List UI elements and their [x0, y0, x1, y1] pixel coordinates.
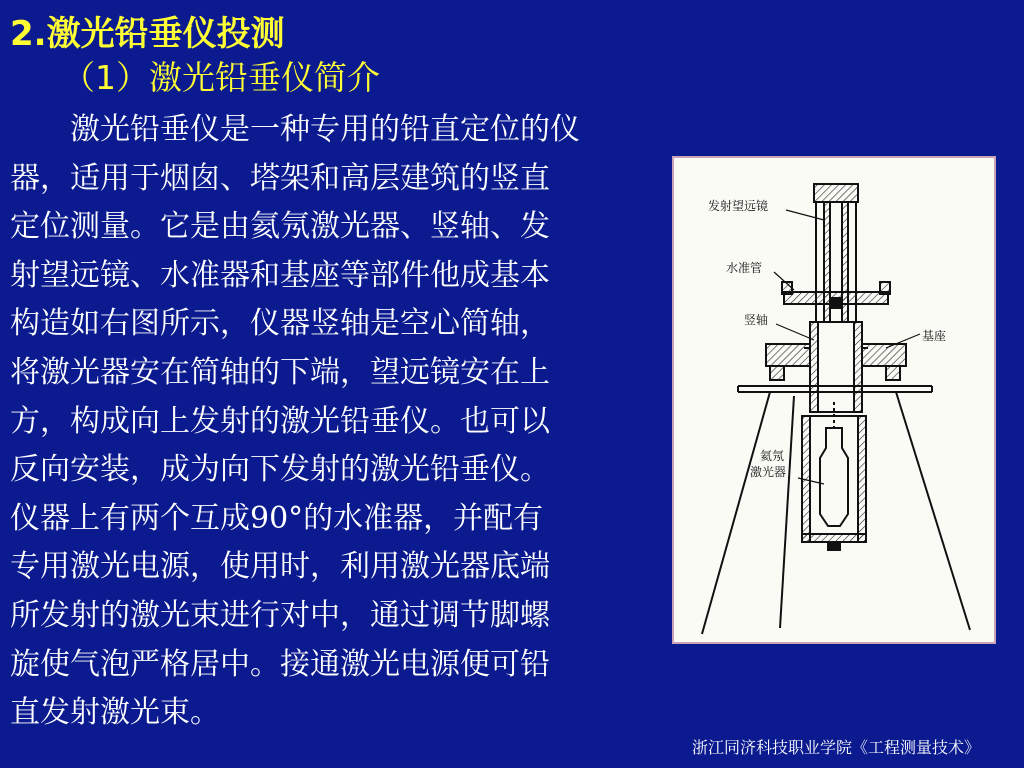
paragraph-line: 直发射激光束。: [10, 695, 220, 731]
paragraph-line: 所发射的激光束进行对中，通过调节脚螺: [10, 597, 550, 633]
tripod-leg-left: [702, 392, 770, 634]
paragraph-line: 定位测量。它是由氦氖激光器、竖轴、发: [10, 209, 550, 245]
paragraph-line: 方，构成向上发射的激光铅垂仪。也可以: [10, 403, 550, 439]
paragraph-line: 旋使气泡严格居中。接通激光电源便可铅: [10, 646, 550, 682]
footer-course-name: 浙江同济科技职业学院《工程测量技术》: [691, 738, 980, 757]
laser-plummet-diagram: [672, 156, 996, 644]
laser-tube: [820, 428, 848, 526]
paragraph-line: 专用激光电源，使用时，利用激光器底端: [10, 549, 550, 585]
diagram-svg: [674, 158, 994, 642]
label-level-tube: 水准管: [726, 261, 763, 275]
base-block-left: [766, 344, 810, 366]
paragraph-line: 构造如右图所示，仪器竖轴是空心简轴，: [10, 306, 550, 342]
label-vertical-axis: 竖轴: [744, 313, 769, 327]
tripod-leg-right: [896, 392, 970, 630]
paragraph-line: 器，适用于烟囱、塔架和高层建筑的竖直: [10, 160, 550, 196]
laser-housing: [802, 416, 866, 542]
paragraph-line: 激光铅垂仪是一种专用的铅直定位的仪: [10, 112, 580, 147]
label-laser-line2: 激光器: [750, 465, 787, 479]
paragraph-line: 仪器上有两个互成90°的水准器，并配有: [10, 500, 544, 536]
paragraph-line: 将激光器安在简轴的下端，望远镜安在上: [10, 354, 550, 390]
label-telescope: 发射望远镜: [708, 199, 769, 213]
label-base: 基座: [922, 329, 947, 343]
telescope-cap: [814, 184, 858, 202]
paragraph-line: 射望远镜、水准器和基座等部件他成基本: [10, 257, 550, 293]
base-block-right: [862, 344, 906, 366]
tripod-leg-center-left: [780, 396, 794, 628]
slide-title: 2.激光铅垂仪投测: [10, 14, 285, 54]
label-laser-line1: 氦氖: [760, 449, 785, 463]
slide-subtitle: （1）激光铅垂仪简介: [62, 58, 380, 97]
body-paragraph: [10, 106, 650, 738]
paragraph-line: 反向安装，成为向下发射的激光铅垂仪。: [10, 452, 550, 488]
